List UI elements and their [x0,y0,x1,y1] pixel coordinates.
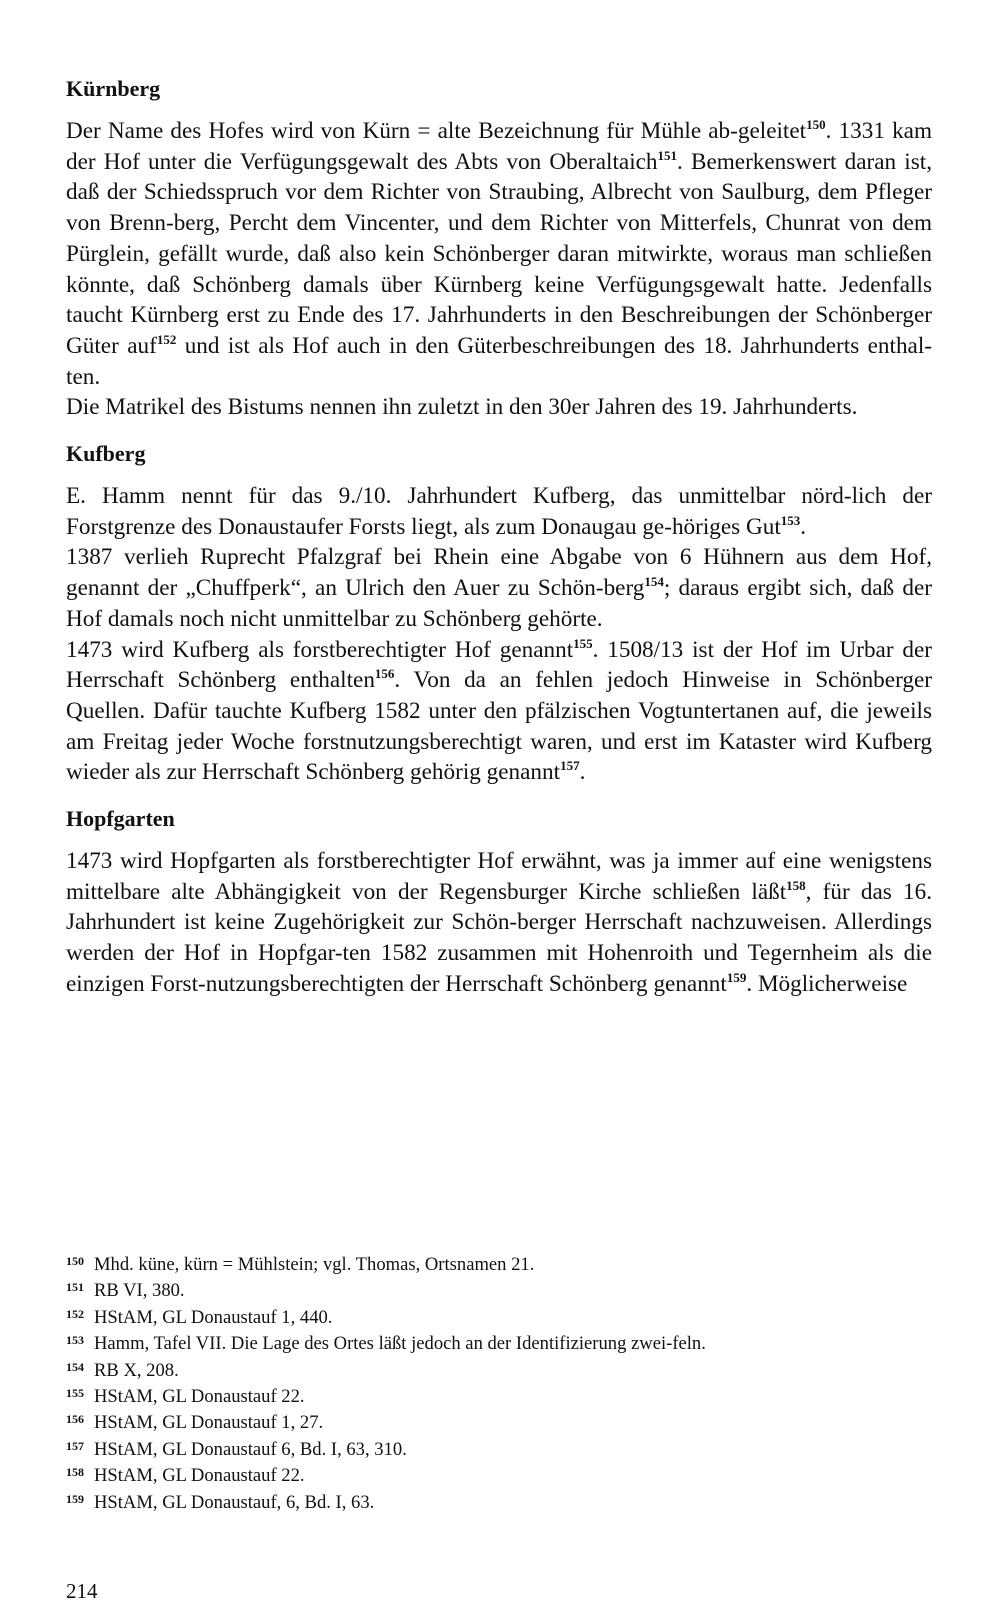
footnote-number: 153 [66,1333,84,1348]
footnote [66,1435,932,1461]
footnote-text: HStAM, GL Donaustauf, 6, Bd. I, 63. [94,1491,375,1513]
text-run: , für das 16. Jahrhundert ist keine Zugehörigkeit zur Schön-berger Herrschaft nachzuweisen. Allerdings werden der Hof in Hopfgar-ten 1582 zusammen mit Hohenroith und Tegernheim als die einzigen Forst-nutzungsberechtigten der Herrschaft Schönberg genannt [66,878,932,997]
section-title: Hopfgarten [66,806,175,832]
footnote [66,1408,932,1434]
footnote [66,1356,932,1382]
footnote-text: RB X, 208. [94,1359,179,1381]
footnote-number: 157 [66,1438,84,1453]
footnote-ref: 159 [726,969,747,985]
text-run: . 1508/13 ist der Hof im Urbar der Herrschaft Schönberg enthalten [66,636,932,694]
footnote [66,1303,932,1329]
footnote-number: 152 [66,1306,84,1321]
footnote-ref: 152 [156,331,177,347]
footnote-text: HStAM, GL Donaustauf 22. [94,1465,305,1487]
paragraph [66,846,932,1000]
paragraph [66,392,932,423]
footnote-number: 156 [66,1412,84,1427]
footnote-number: 150 [66,1254,84,1268]
footnote-text: HStAM, GL Donaustauf 1, 440. [94,1306,333,1328]
footnote [66,1329,932,1355]
footnote-text: Hamm, Tafel VII. Die Lage des Ortes läßt jedoch an der Identifizierung zwei-feln. [94,1333,706,1355]
footnote-text: HStAM, GL Donaustauf 22. [94,1386,305,1408]
footnote [66,1250,932,1276]
paragraph [66,116,932,392]
text-run: E. Hamm nennt für das 9./10. Jahrhundert Kufberg, das unmittelbar nörd-lich der Forstgrenze des Donaustaufer Forsts liegt, als zum Donaugau ge-höriges Gut [66,483,932,540]
footnote-number: 155 [66,1386,84,1401]
footnote-text: HStAM, GL Donaustauf 6, Bd. I, 63, 310. [94,1438,407,1460]
body-text [66,74,932,1000]
text-run: . Bemerkenswert daran ist, daß der Schiedsspruch vor dem Richter von Straubing, Albrecht von Saulburg, dem Pfleger von Brenn-berg, Percht dem Vincenter, und dem Richter von Mitterfels, Chunrat von dem Pürglein, gefällt wurde, daß also kein Schönberger daran mitwirkte, woraus man schließen könnte, daß Schönberg damals über Kürnberg keine Verfügungsgewalt hatte. Jedenfalls taucht Kürnberg erst zu Ende des 17. Jahrhunderts in den Beschreibungen der Schönberger Güter auf [66,148,932,359]
text-run: 1473 wird Hopfgarten als forstberechtigter Hof erwähnt, was ja immer auf eine wenigstens mittelbare alte Abhängigkeit von der Regensburger Kirche schließen läßt [66,848,932,905]
paragraph [66,481,932,542]
text-run: und ist als Hof auch in den Güterbeschreibungen des 18. Jahrhunderts enthal-ten. [66,332,932,390]
footnote-ref: 150 [806,117,826,132]
footnote-ref: 153 [780,512,801,528]
text-run: . Von da an fehlen jedoch Hinweise in Schönberger Quellen. Dafür tauchte Kufberg 1582 unter den pfälzischen Vogtuntertanen auf, die jeweils am Freitag jeder Woche forstnutzungsberechtigt waren, und erst im Kataster wird Kufberg wieder als zur Herrschaft Schönberg gehörig genannt [66,667,932,786]
footnote-ref: 156 [374,666,395,682]
text-run: ; daraus ergibt sich, daß der Hof damals noch nicht unmittelbar zu Schönberg gehörte. [66,575,932,632]
text-run: . Möglicherweise [746,970,908,997]
footnote [66,1382,932,1408]
footnote-text: Mhd. küne, kürn = Mühlstein; vgl. Thomas, Ortsnamen 21. [94,1254,535,1275]
footnote [66,1276,932,1302]
paragraph [66,635,932,789]
text-run: 1387 verlieh Ruprecht Pfalzgraf bei Rhein eine Abgabe von 6 Hühnern aus dem Hof, genannt der „Chuffperk“, an Ulrich den Auer zu Schön-berg [66,544,932,602]
section-title: Kürnberg [66,76,161,101]
footnote-number: 158 [66,1465,84,1480]
footnote-text: RB VI, 380. [94,1280,185,1302]
footnote-number: 159 [66,1491,84,1506]
footnote-ref: 154 [644,574,664,590]
footnote-ref: 157 [560,758,580,774]
text-run: Der Name des Hofes wird von Kürn = alte Bezeichnung für Mühle ab-geleitet [66,118,807,144]
footnotes [66,1250,932,1514]
footnote [66,1488,932,1514]
text-run: . 1331 kam der Hof unter die Verfügungsgewalt des Abts von Oberaltaich [66,118,933,175]
section-title: Kufberg [66,441,146,467]
text-run: . [579,759,586,786]
text-run: Die Matrikel des Bistums nennen ihn zuletzt in den 30er Jahren des 19. Jahrhunderts. [66,394,858,421]
footnote [66,1461,932,1487]
footnote-ref: 155 [573,635,593,651]
paragraph [66,542,932,634]
footnote-ref: 151 [657,147,678,163]
text-run: . [800,513,807,540]
page-number: 214 [66,1579,98,1603]
text-run: 1473 wird Kufberg als forstberechtigter Hof genannt [66,636,574,663]
footnote-ref: 158 [786,877,806,893]
footnote-text: HStAM, GL Donaustauf 1, 27. [94,1412,324,1434]
footnote-number: 151 [66,1280,84,1295]
footnote-number: 154 [66,1359,84,1374]
